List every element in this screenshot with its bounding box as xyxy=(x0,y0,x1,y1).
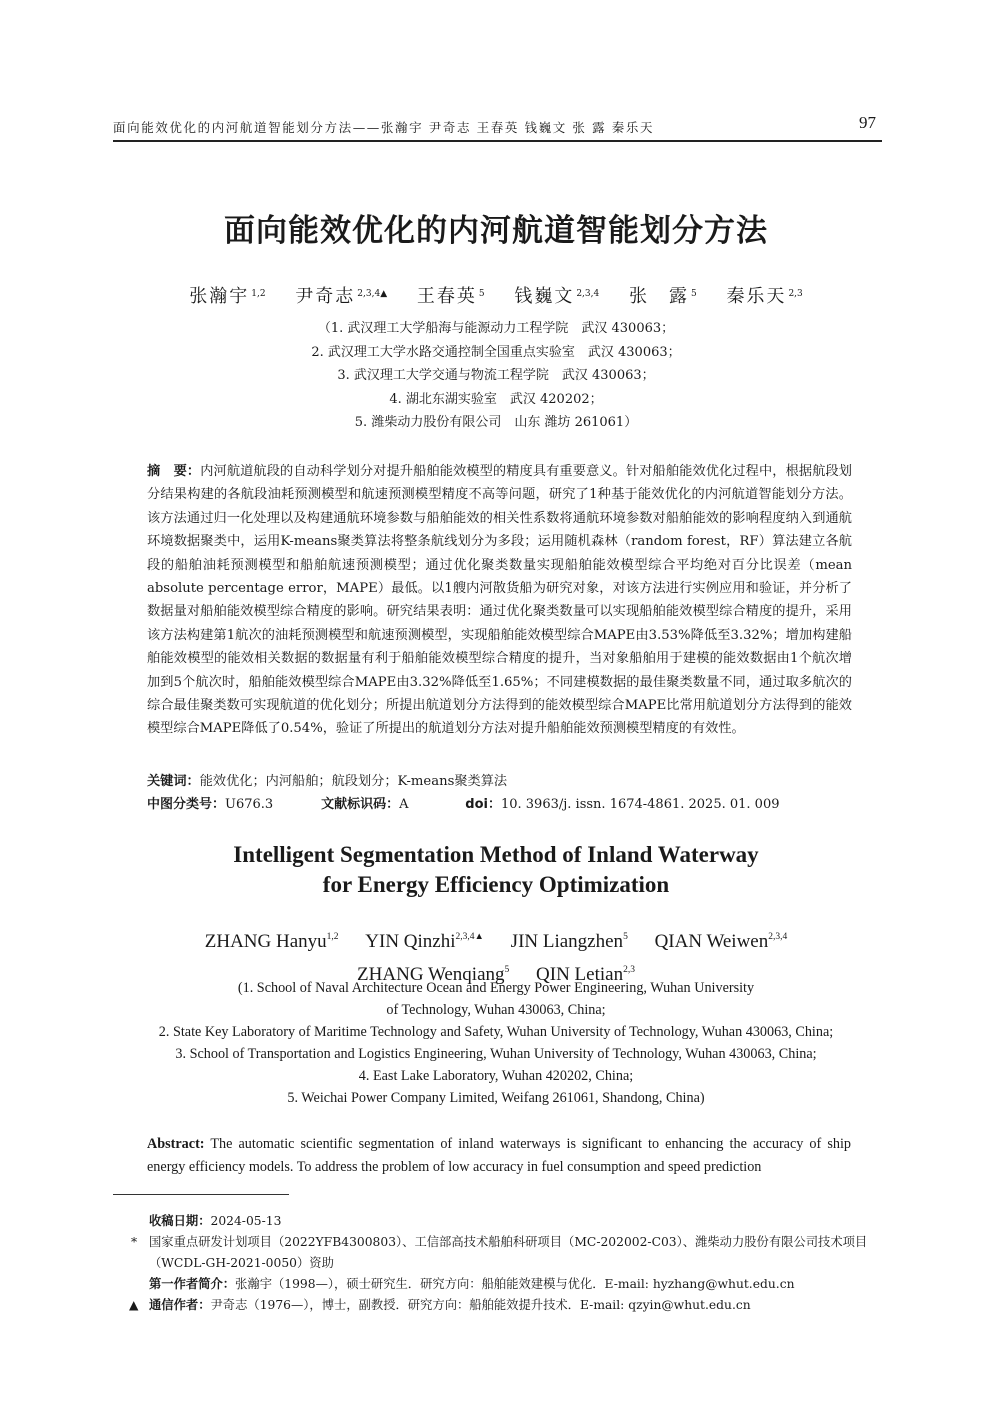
author-name: 尹奇志 xyxy=(295,286,356,307)
footnotes xyxy=(113,1211,883,1316)
author xyxy=(655,931,788,952)
author-affiliation-mark: 2,3,4▲ xyxy=(455,932,484,942)
affiliation-line: 4. 湖北东湖实验室 武汉 420202； xyxy=(389,391,603,407)
author-name: 张 露 xyxy=(628,286,689,307)
author xyxy=(629,286,697,307)
author-name: 张瀚宇 xyxy=(189,286,250,307)
first-author-note xyxy=(113,1274,883,1295)
author-name: ZHANG Wenqiang xyxy=(357,964,505,985)
author xyxy=(189,286,265,307)
abstract-label: 摘 要： xyxy=(147,464,201,479)
doi-value: 10. 3963/j. issn. 1674-4861. 2025. 01. 009 xyxy=(500,797,780,812)
received-label: 收稿日期： xyxy=(149,1214,211,1228)
author-name: ZHANG Hanyu xyxy=(204,931,327,952)
affiliation-line: (1. School of Naval Architecture Ocean and Energy Power Engineering, Wuhan University xyxy=(237,980,755,996)
funding-mark: * xyxy=(131,1235,138,1249)
author-affiliation-mark: 1,2 xyxy=(251,289,266,299)
chinese-affiliations xyxy=(0,317,992,435)
author-affiliation-mark: 2,3 xyxy=(788,289,803,299)
affiliation-line: 2. 武汉理工大学水路交通控制全国重点实验室 武汉 430063； xyxy=(311,344,681,360)
author-name: JIN Liangzhen xyxy=(510,931,624,952)
author xyxy=(511,931,628,952)
funding-text: 国家重点研发计划项目（2022YFB4300803）、工信部高技术船舶科研项目（MC-202002-C03）、潍柴动力股份有限公司技术项目（WCDL-GH-2021-0050）资助 xyxy=(149,1235,868,1270)
author-affiliation-mark: 2,3 xyxy=(623,965,635,975)
doi-label: doi： xyxy=(465,797,501,812)
document-code-label: 文献标识码： xyxy=(321,797,400,812)
author-name: 秦乐天 xyxy=(726,286,787,307)
running-title: 面向能效优化的内河航道智能划分方法——张瀚宇 尹奇志 王春英 钱巍文 张 露 秦乐天 xyxy=(113,120,655,135)
chinese-abstract xyxy=(147,460,852,741)
english-title xyxy=(0,840,992,900)
abstract-label: Abstract: xyxy=(147,1136,205,1152)
classification-line xyxy=(147,793,779,816)
received-value: 2024-05-13 xyxy=(210,1214,282,1228)
document-code-value: A xyxy=(399,797,409,812)
affiliation-line: （1. 武汉理工大学船海与能源动力工程学院 武汉 430063； xyxy=(317,321,675,336)
affiliation-line: 5. Weichai Power Company Limited, Weifang 261061, Shandong, China) xyxy=(287,1090,705,1106)
page-number: 97 xyxy=(859,113,876,132)
keywords xyxy=(147,770,507,793)
author-affiliation-mark: 2,3,4 xyxy=(768,932,788,942)
author-affiliation-mark: 5 xyxy=(504,965,510,975)
document-code xyxy=(321,793,461,816)
author-name: 王春英 xyxy=(416,286,477,307)
keywords-text: 能效优化；内河船舶；航段划分；K-means聚类算法 xyxy=(199,774,508,789)
english-title-line: for Energy Efficiency Optimization xyxy=(322,872,670,897)
author-affiliation-mark: 1,2 xyxy=(326,932,339,942)
english-affiliations xyxy=(0,977,992,1109)
english-title-line: Intelligent Segmentation Method of Inland Waterway xyxy=(233,842,759,867)
english-author-line xyxy=(0,923,992,956)
clc-value: U676.3 xyxy=(225,797,274,812)
affiliation-line: 2. State Key Laboratory of Maritime Technology and Safety, Wuhan University of Technology, Wuhan 430063, China; xyxy=(158,1024,834,1040)
funding-note xyxy=(113,1232,883,1274)
chinese-title: 面向能效优化的内河航道智能划分方法 xyxy=(224,213,768,249)
author-name: YIN Qinzhi xyxy=(365,931,456,952)
english-abstract xyxy=(147,1133,851,1179)
author xyxy=(726,286,802,307)
author-affiliation-mark: 5 xyxy=(690,289,697,299)
author-affiliation-mark: 2,3,4▲ xyxy=(357,289,388,299)
corresponding-text: 尹奇志（1976—），博士，副教授．研究方向：船舶能效提升技术．E-mail: qzyin@whut.edu.cn xyxy=(210,1298,751,1312)
abstract-text: The automatic scientific segmentation of inland waterways is significant to enhancing the accuracy of ship energy efficiency models. To address the problem of low accuracy in fuel consumption and speed prediction xyxy=(147,1136,851,1175)
author xyxy=(205,931,339,952)
keywords-label: 关键词： xyxy=(147,774,200,789)
corresponding-label: 通信作者： xyxy=(149,1298,211,1312)
received-date xyxy=(113,1211,883,1232)
corresponding-author-note xyxy=(113,1295,883,1316)
author xyxy=(417,286,485,307)
abstract-text: 内河航道航段的自动科学划分对提升船舶能效模型的精度具有重要意义。针对船舶能效优化过程中，根据航段划分结果构建的各航段油耗预测模型和航速预测模型精度不高等问题，研究了1种基于能效优化的内河航道智能划分方法。该方法通过归一化处理以及构建通航环境参数与船舶能效的相关性系数将通航环境参数对船舶能效的影响程度纳入到通航环境数据聚类中，运用K-means聚类算法将整条航线划分为多段；运用随机森林（random forest，RF）算法建立各航段的船舶油耗预测模型和船舶航速预测模型；通过优化聚类数量实现船舶能效模型综合平均绝对百分比误差（mean absolute percentage error，MAPE）最低。以1艘内河散货船为研究对象，对该方法进行实例应用和验证，并分析了数据量对船舶能效模型综合精度的影响。研究结果表明：通过优化聚类数量可以实现船舶能效模型综合精度的提升，采用该方法构建第1航次的油耗预测模型和航速预测模型，实现船舶能效模型综合MAPE由3.53%降低至3.32%；增加构建船舶能效模型的能效相关数据的数据量有利于船舶能效模型综合精度的提升，当对象船舶用于建模的能效数据由1个航次增加到5个航次时，船舶能效模型综合MAPE由3.32%降低至1.65%；不同建模数据的最佳聚类数量不同，通过取多航次的综合最佳聚类数可实现航道的优化划分；所提出航道划分方法得到的能效模型综合MAPE比常用航道划分方法得到的能效模型综合MAPE降低了0.54%，验证了所提出的航道划分方法对提升船舶能效预测模型精度的有效性。 xyxy=(147,464,852,737)
footnote-divider xyxy=(113,1194,289,1195)
author-affiliation-mark: 5 xyxy=(478,289,485,299)
running-header xyxy=(113,114,882,142)
affiliation-line: 3. School of Transportation and Logistics Engineering, Wuhan University of Technology, Wuhan 430063, China; xyxy=(175,1046,817,1062)
affiliation-line: of Technology, Wuhan 430063, China; xyxy=(386,1002,606,1018)
author xyxy=(365,931,484,952)
affiliation-line: 3. 武汉理工大学交通与物流工程学院 武汉 430063； xyxy=(337,368,655,383)
triangle-icon: ▲ xyxy=(129,1298,139,1312)
author-name: QIN Letian xyxy=(536,964,624,985)
affiliation-line: 5. 潍柴动力股份有限公司 山东 潍坊 261061） xyxy=(354,415,638,430)
clc-label: 中图分类号： xyxy=(147,797,226,812)
clc-number xyxy=(147,793,317,816)
affiliation-line: 4. East Lake Laboratory, Wuhan 420202, China; xyxy=(358,1068,634,1084)
author-affiliation-mark: 2,3,4 xyxy=(576,289,600,299)
author-affiliation-mark: 5 xyxy=(623,932,628,942)
author xyxy=(514,286,599,307)
chinese-author-list xyxy=(0,282,992,308)
author xyxy=(295,286,387,307)
author-name: 钱巍文 xyxy=(514,286,575,307)
first-author-text: 张瀚宇（1998—），硕士研究生．研究方向：船舶能效建模与优化．E-mail: hyzhang@whut.edu.cn xyxy=(235,1277,795,1291)
first-author-label: 第一作者简介： xyxy=(149,1277,236,1291)
doi xyxy=(465,793,779,816)
author-name: QIAN Weiwen xyxy=(654,931,769,952)
